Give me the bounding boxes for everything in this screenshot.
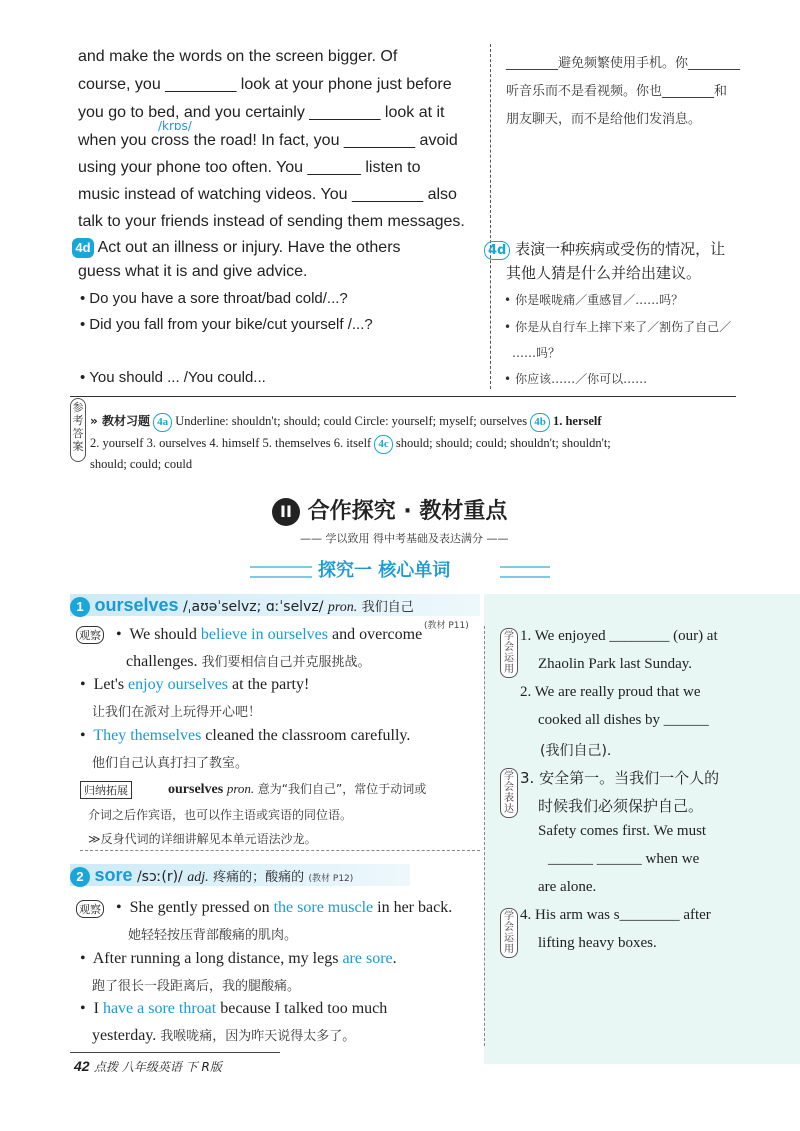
- label-express: 学会表达: [500, 768, 518, 818]
- word1-ex3: • They themselves cleaned the classroom carefully.: [80, 727, 410, 745]
- cn-bullet-2: • 你是从自行车上摔下来了／割伤了自己／: [504, 318, 731, 335]
- observe-tag-1: 观察: [76, 626, 104, 644]
- word1-header: [70, 594, 414, 616]
- footer: [74, 1058, 222, 1076]
- explore-title: 探究一 核心单词: [318, 560, 451, 581]
- answer-line-3: should; could; could: [90, 457, 193, 471]
- activity-4d-text1: Act out an illness or injury. Have the others: [97, 239, 401, 256]
- q3-line4: ______ ______ when we: [548, 851, 700, 867]
- word2-ex3: • I have a sore throat because I talked too much: [80, 1000, 387, 1018]
- word2-ex2-cn: 跑了很长一段距离后，我的腿酸痛。: [92, 979, 301, 994]
- word1-ex3-cn: 他们自己认真打扫了教室。: [92, 756, 249, 771]
- tag-4d-cn: 4d: [484, 241, 510, 260]
- word1-ex1-cont: challenges. 我们要相信自己并克服挑战。: [126, 653, 371, 670]
- cn-passage-line-1: ________避免频繁使用手机。你________: [506, 56, 741, 71]
- word2-ex3-cont: yesterday. 我喉咙痛，因为昨天说得太多了。: [92, 1027, 356, 1044]
- footer-rule: [70, 1052, 280, 1053]
- word1-ex2: • Let's enjoy ourselves at the party!: [80, 676, 309, 694]
- word2-ex1: • She gently pressed on the sore muscle in her back.: [116, 899, 452, 917]
- passage-line-1: and make the words on the screen bigger. Of: [78, 48, 398, 65]
- section-subtitle: —— 学以致用 得中考基础及表达满分 ——: [300, 532, 509, 545]
- passage-line-4: when you cross the road! In fact, you ________ avoid: [78, 132, 458, 149]
- word2-source: (教材 P12): [308, 874, 354, 884]
- word2-num: 2: [70, 867, 90, 887]
- word2-header: [70, 864, 353, 886]
- answer-line-1: » 教材习题 4a Underline: shouldn't; should; could Circle: yourself; myself; ourselves 4b 1. herself: [90, 412, 602, 432]
- passage-line-5: using your phone too often. You ______ listen to: [78, 159, 421, 176]
- q2-line1: 2. We are really proud that we: [520, 684, 701, 700]
- cn-bullet-2-cont: ……吗？: [512, 346, 561, 360]
- summary-line-1: ourselves pron. 意为“我们自己”，常位于动词或: [168, 781, 427, 797]
- q3-line2: 时候我们必须保护自己。: [538, 797, 704, 815]
- passage-line-3: you go to bed, and you certainly ________ look at it: [78, 104, 445, 121]
- exercise-divider: [484, 626, 485, 1046]
- activity-4d-text2: guess what it is and give advice.: [78, 263, 308, 280]
- q1-line2: Zhaolin Park last Sunday.: [538, 656, 693, 672]
- passage-line-7: talk to your friends instead of sending them messages.: [78, 213, 465, 230]
- cn-passage-line-3: 朋友聊天，而不是给他们发消息。: [506, 112, 702, 127]
- label-apply-2: 学会运用: [500, 908, 518, 958]
- answer-key-label: 参考答案: [70, 398, 86, 462]
- q3-line3: Safety comes first. We must: [538, 823, 707, 839]
- passage-line-2: course, you ________ look at your phone just before: [78, 76, 452, 93]
- activity-4d-cn-text2: 其他人猜是什么并给出建议。: [506, 264, 702, 282]
- bullet-2: • Did you fall from your bike/cut yourself /...?: [80, 316, 373, 333]
- word2-ex1-cn: 她轻轻按压背部酸痛的肌肉。: [128, 928, 298, 943]
- q4-line1: 4. His arm was s________ after: [520, 907, 711, 923]
- answer-key-divider: [70, 396, 736, 397]
- explore-rule-left: [250, 566, 312, 578]
- section-title: 合作探究 · 教材重点: [307, 499, 508, 524]
- q3-line5: are alone.: [538, 879, 597, 895]
- q2-line2: cooked all dishes by ______: [538, 712, 709, 728]
- q1-line1: 1. We enjoyed ________ (our) at: [520, 628, 718, 644]
- summary-line-2: 介词之后作宾语，也可以作主语或宾语的同位语。: [88, 808, 353, 822]
- cn-bullet-3: • 你应该……／你可以……: [504, 370, 647, 387]
- page-number: 42: [74, 1058, 90, 1074]
- activity-4d-cn: 4d 表演一种疾病或受伤的情况，让: [484, 238, 725, 260]
- word2-word: sore: [94, 865, 133, 885]
- column-divider: [490, 44, 491, 389]
- word1-pos: pron.: [327, 600, 358, 615]
- cn-bullet-1: • 你是喉咙痛／重感冒／……吗？: [504, 291, 683, 308]
- word2-ex2: • After running a long distance, my legs are sore.: [80, 950, 397, 968]
- summary-rule: [80, 850, 480, 851]
- book-title: 点拨 八年级英语 下 R版: [94, 1060, 222, 1074]
- bullet-1: • Do you have a sore throat/bad cold/...?: [80, 290, 348, 307]
- word2-phonetic: /sɔː(r)/: [136, 869, 183, 885]
- activity-4d: [72, 238, 401, 258]
- explore-rule-right: [500, 566, 550, 578]
- tag-4d: 4d: [72, 238, 94, 258]
- answer-line-2: 2. yourself 3. ourselves 4. himself 5. themselves 6. itself 4c should; should; could; shouldn't; shouldn't;: [90, 435, 611, 454]
- label-apply-1: 学会运用: [500, 628, 518, 678]
- word1-ex1: • We should believe in ourselves and overcome: [116, 626, 422, 644]
- word1-meaning: 我们自己: [361, 600, 414, 615]
- section-header: [272, 494, 507, 526]
- summary-line-3: ≫反身代词的详细讲解见本单元语法沙龙。: [88, 832, 317, 846]
- word2-meaning: 疼痛的；酸痛的: [213, 870, 305, 885]
- q4-line2: lifting heavy boxes.: [538, 935, 657, 951]
- summary-tag: 归纳拓展: [80, 781, 132, 799]
- word1-num: 1: [70, 597, 90, 617]
- q2-line3: (我们自己).: [540, 743, 612, 759]
- observe-tag-2: 观察: [76, 900, 104, 918]
- phonetic-note: /krɒs/: [158, 119, 192, 133]
- word1-source: (教材 P11): [424, 621, 469, 631]
- word1-phonetic: /ˌaʊəˈselvz; ɑːˈselvz/: [182, 599, 324, 615]
- word1-word: ourselves: [94, 595, 179, 615]
- passage-line-6: music instead of watching videos. You ________ also: [78, 186, 457, 203]
- q3-line1: 3. 安全第一。当我们一个人的: [520, 769, 720, 787]
- cn-passage-line-2: 听音乐而不是看视频。你也________和: [506, 84, 728, 99]
- word2-pos: adj.: [187, 870, 209, 885]
- word1-ex2-cn: 让我们在派对上玩得开心吧！: [92, 705, 262, 720]
- bullet-3: • You should ... /You could...: [80, 369, 266, 386]
- section-badge: II: [272, 498, 300, 526]
